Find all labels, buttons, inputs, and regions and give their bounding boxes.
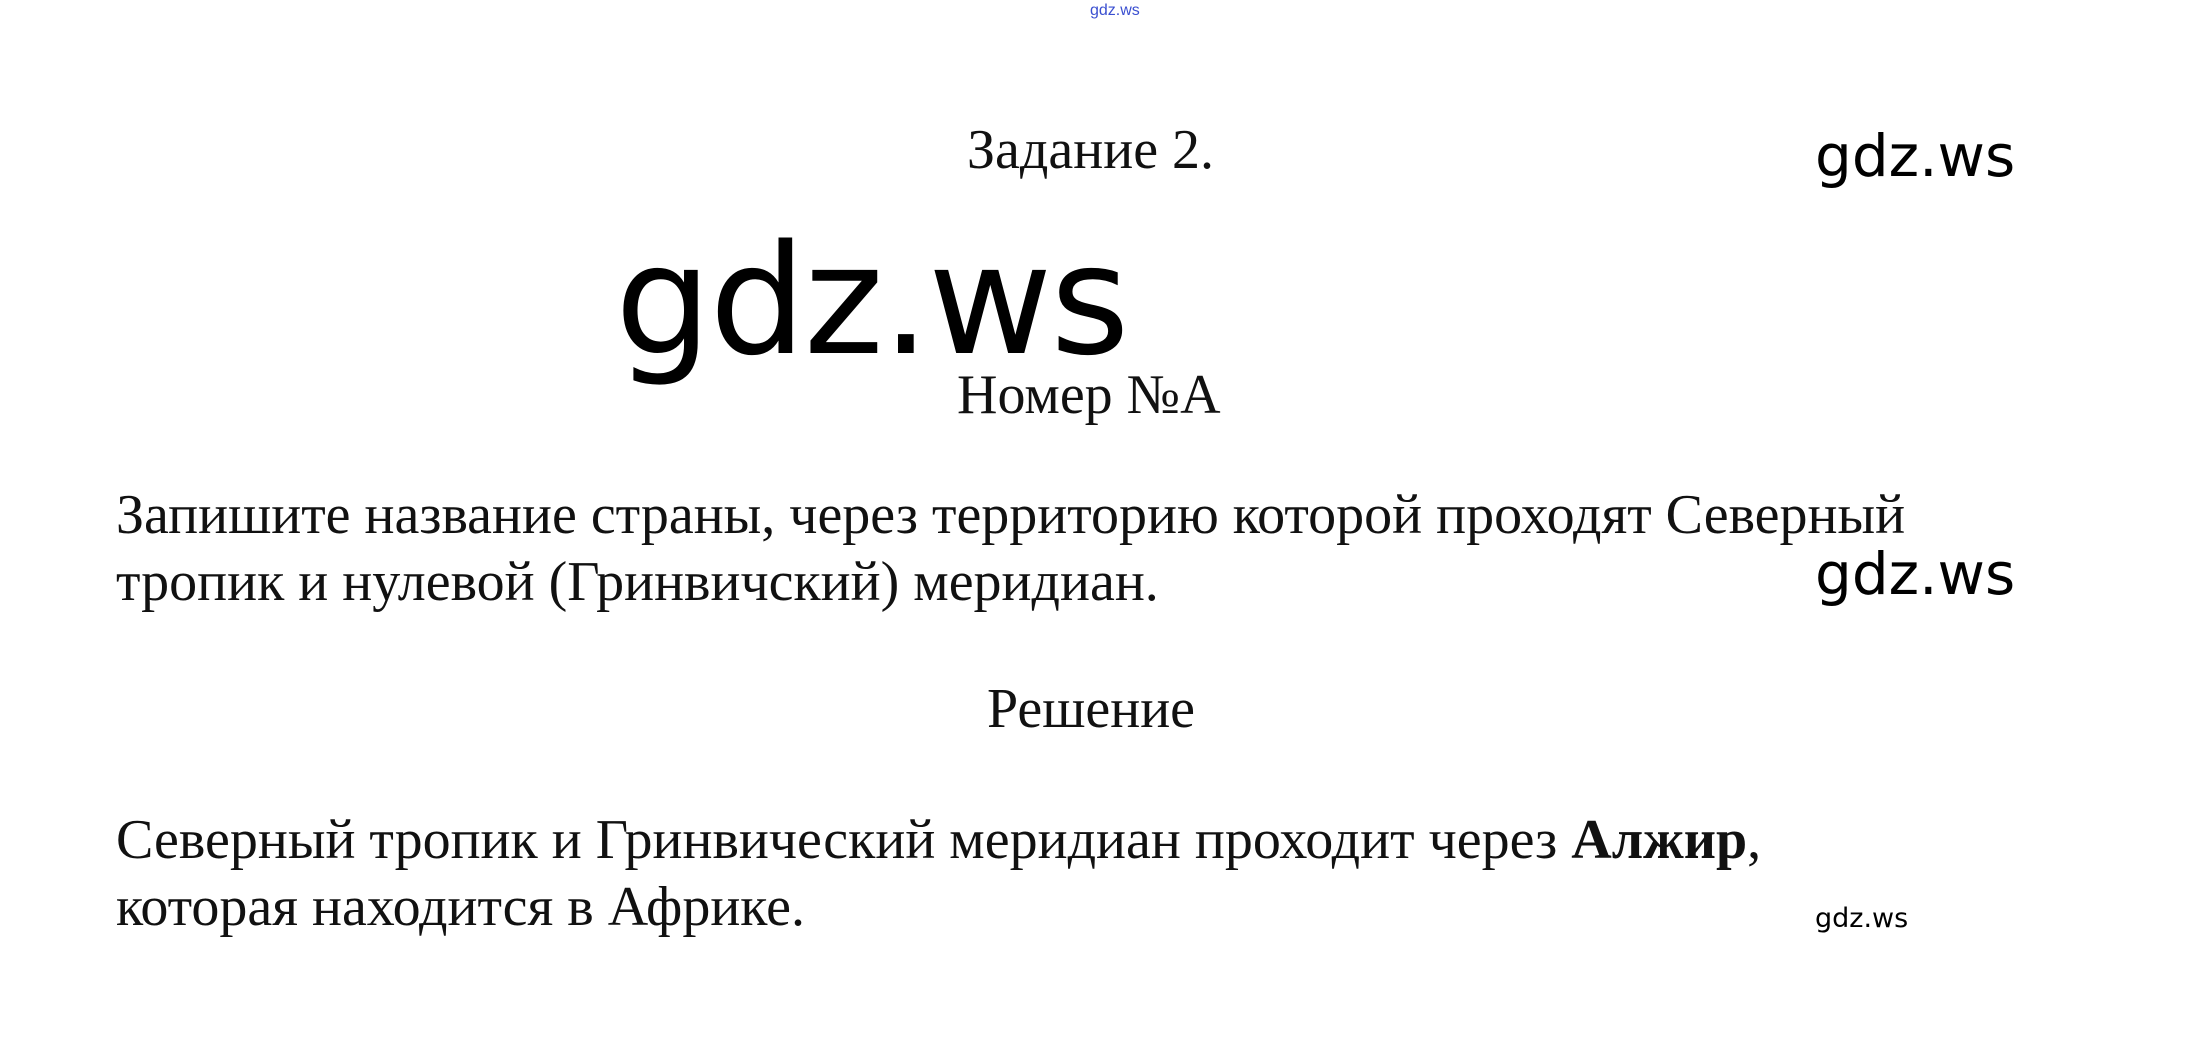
- answer-country: Алжир: [1571, 809, 1748, 871]
- answer-line-2: которая находится в Африке.: [116, 876, 805, 938]
- watermark-right-top: gdz.ws: [1815, 122, 2016, 190]
- task-title: Задание 2.: [967, 119, 1215, 181]
- watermark-bottom-small: gdz.ws: [1815, 903, 1909, 934]
- watermark-big: gdz.ws: [615, 212, 1128, 389]
- answer-text-before: Северный тропик и Гринвический меридиан проходит через: [116, 809, 1572, 871]
- question-line-1: Запишите название страны, через территорию которой проходят Северный: [116, 484, 1906, 546]
- question-paragraph: [116, 482, 1905, 616]
- question-line-2: тропик и нулевой (Гринвичский) меридиан.: [116, 551, 1159, 613]
- task-number: Номер №А: [957, 364, 1221, 426]
- answer-paragraph: [116, 807, 1761, 941]
- answer-line-1: [116, 807, 1761, 874]
- solution-title: Решение: [987, 678, 1196, 740]
- watermark-right-middle: gdz.ws: [1815, 540, 2016, 608]
- watermark-top-small: gdz.ws: [1090, 2, 1140, 19]
- answer-text-after: ,: [1747, 809, 1762, 871]
